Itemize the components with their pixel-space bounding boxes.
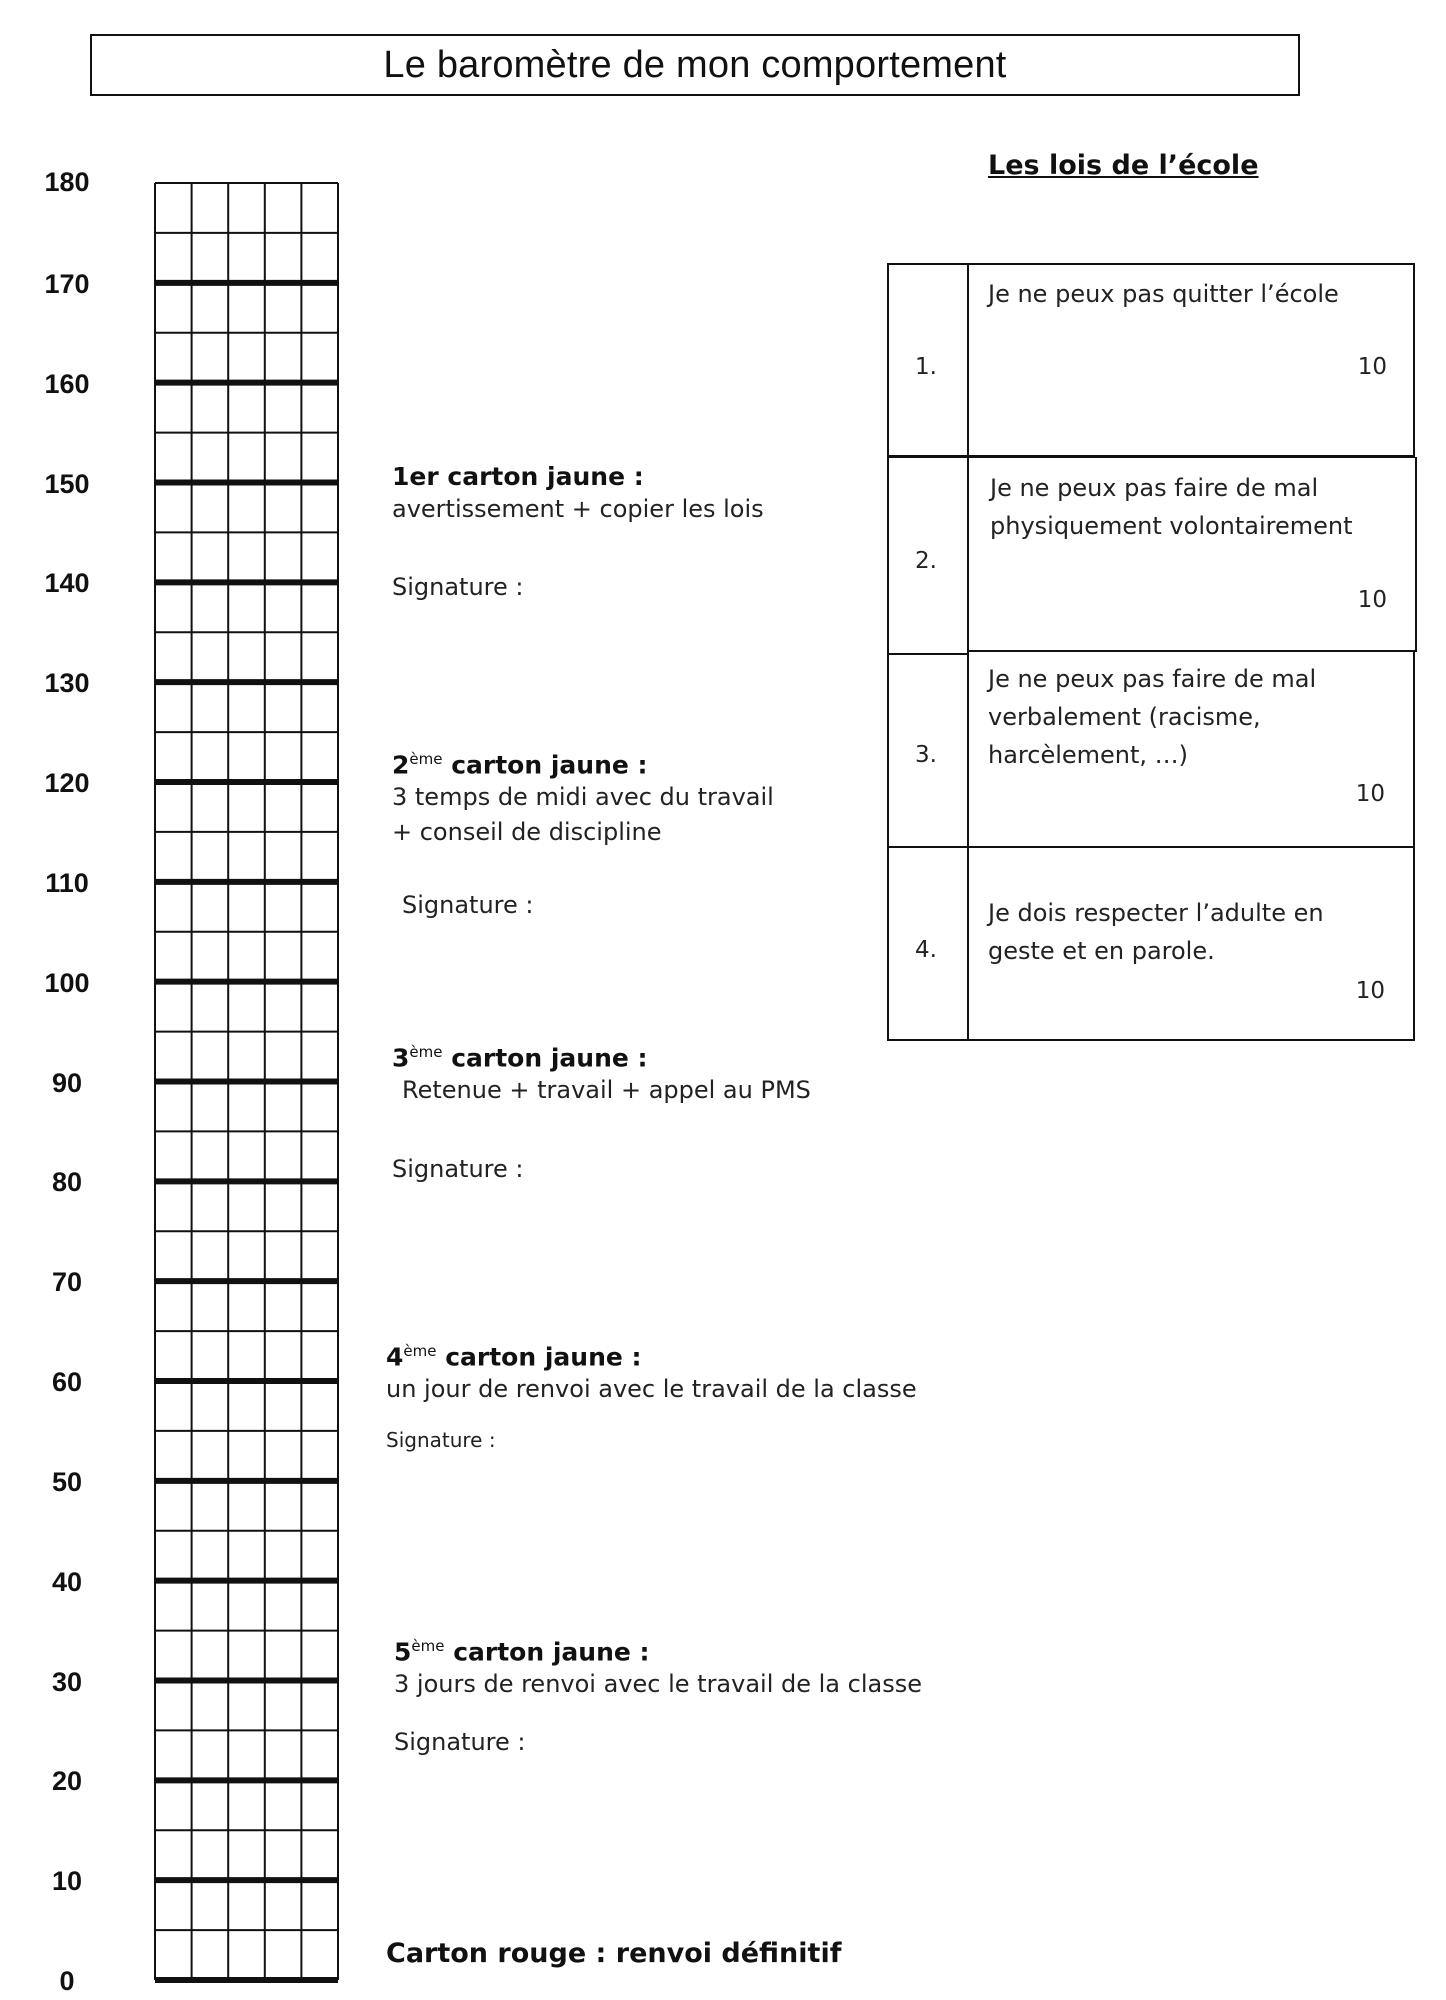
- law-1-number: 1.: [915, 354, 937, 380]
- rule-card-4-desc: un jour de renvoi avec le travail de la classe: [386, 1375, 917, 1404]
- rule-card-2-number: 2: [392, 750, 410, 780]
- law-4-line-2: geste et en parole.: [988, 937, 1215, 965]
- law-3-line-3: harcèlement, …): [988, 741, 1189, 769]
- rule-card-3-desc: Retenue + travail + appel au PMS: [402, 1076, 811, 1105]
- scale-label-180: 180: [44, 167, 90, 197]
- rule-card-1-desc: avertissement + copier les lois: [392, 495, 764, 523]
- red-card-text: Carton rouge : renvoi définitif: [386, 1938, 842, 1969]
- rule-card-4-title: [386, 1342, 917, 1371]
- rule-card-5-label: carton jaune :: [453, 1637, 650, 1667]
- scale-label-50: 50: [51, 1466, 83, 1497]
- page-title: Le baromètre de mon comportement: [383, 43, 1007, 86]
- rule-card-4: [386, 1342, 917, 1452]
- law-1-line-1: Je ne peux pas quitter l’école: [988, 280, 1339, 308]
- scale-label-90: 90: [51, 1067, 83, 1098]
- rule-card-2-ordinal: ème: [409, 750, 443, 768]
- rule-card-3-signature: Signature :: [392, 1155, 524, 1184]
- laws-table-border: [887, 263, 889, 1041]
- scale-label-20: 20: [51, 1766, 83, 1797]
- rule-card-1-title: 1er carton jaune :: [392, 462, 644, 491]
- laws-table-border: [1413, 650, 1415, 1041]
- rule-card-2-desc-1: 3 temps de midi avec du travail: [392, 783, 774, 812]
- scale-label-100: 100: [44, 967, 90, 998]
- laws-table-border: [968, 650, 1417, 652]
- rule-card-5-ordinal: ème: [411, 1637, 445, 1655]
- law-4-points: 10: [1355, 978, 1385, 1004]
- scale-label-0: 0: [59, 1966, 75, 1996]
- law-2-line-2: physiquement volontairement: [990, 512, 1353, 540]
- scale-label-30: 30: [51, 1666, 83, 1697]
- rule-card-4-number: 4: [386, 1342, 404, 1372]
- scale-label-130: 130: [44, 668, 90, 699]
- laws-table-border: [1413, 263, 1415, 458]
- scale-label-170: 170: [44, 268, 90, 299]
- laws-table-border: [967, 263, 969, 1041]
- scale-label-150: 150: [44, 468, 90, 499]
- rule-card-4-signature: Signature :: [386, 1428, 496, 1453]
- law-4-line-1: Je dois respecter l’adulte en: [988, 899, 1324, 927]
- scale-label-120: 120: [44, 768, 90, 798]
- law-1-text: [988, 275, 1339, 313]
- scale-label-80: 80: [51, 1167, 83, 1198]
- law-3-text: [988, 660, 1316, 774]
- laws-table-border: [1415, 457, 1417, 652]
- law-4-text: [988, 894, 1324, 970]
- scale-label-40: 40: [51, 1566, 83, 1597]
- rule-card-2-title: [392, 750, 774, 779]
- rule-card-5-title: [394, 1637, 922, 1666]
- scale-label-160: 160: [44, 368, 90, 399]
- law-2-number: 2.: [915, 548, 937, 574]
- law-4-number: 4.: [915, 937, 937, 963]
- scale-label-140: 140: [44, 568, 90, 599]
- rule-card-4-label: carton jaune :: [445, 1342, 642, 1372]
- rule-card-3: [392, 1043, 811, 1183]
- rule-card-4-ordinal: ème: [403, 1342, 437, 1360]
- rule-card-1-signature: Signature :: [392, 573, 524, 601]
- scale-label-10: 10: [51, 1866, 83, 1897]
- scale-label-70: 70: [51, 1267, 83, 1298]
- rule-card-5: [394, 1637, 922, 1756]
- laws-table-border: [887, 653, 969, 655]
- law-2-text: [990, 469, 1353, 545]
- law-3-number: 3.: [915, 742, 937, 768]
- scale-label-110: 110: [45, 867, 89, 898]
- rule-card-5-desc: 3 jours de renvoi avec le travail de la classe: [394, 1670, 922, 1699]
- rule-card-3-title: [392, 1043, 811, 1072]
- rule-card-2: [392, 750, 774, 919]
- rule-card-2-label: carton jaune :: [451, 750, 648, 780]
- scale-label-60: 60: [51, 1367, 83, 1397]
- rule-card-5-number: 5: [394, 1637, 412, 1667]
- rule-card-2-signature: Signature :: [402, 891, 534, 920]
- law-3-points: 10: [1355, 781, 1385, 807]
- rule-card-3-label: carton jaune :: [451, 1043, 648, 1073]
- law-2-line-1: Je ne peux pas faire de mal: [990, 474, 1319, 502]
- laws-heading: Les lois de l’école: [988, 150, 1259, 181]
- rule-card-3-ordinal: ème: [409, 1043, 443, 1061]
- law-3-line-1: Je ne peux pas faire de mal: [988, 665, 1317, 693]
- law-2-points: 10: [1357, 587, 1387, 613]
- rule-card-3-number: 3: [392, 1043, 410, 1073]
- rule-card-1: [392, 462, 764, 601]
- law-1-points: 10: [1357, 354, 1387, 380]
- rule-card-2-desc-2: + conseil de discipline: [392, 818, 662, 847]
- law-3-line-2: verbalement (racisme,: [988, 703, 1261, 731]
- rule-card-5-signature: Signature :: [394, 1728, 526, 1757]
